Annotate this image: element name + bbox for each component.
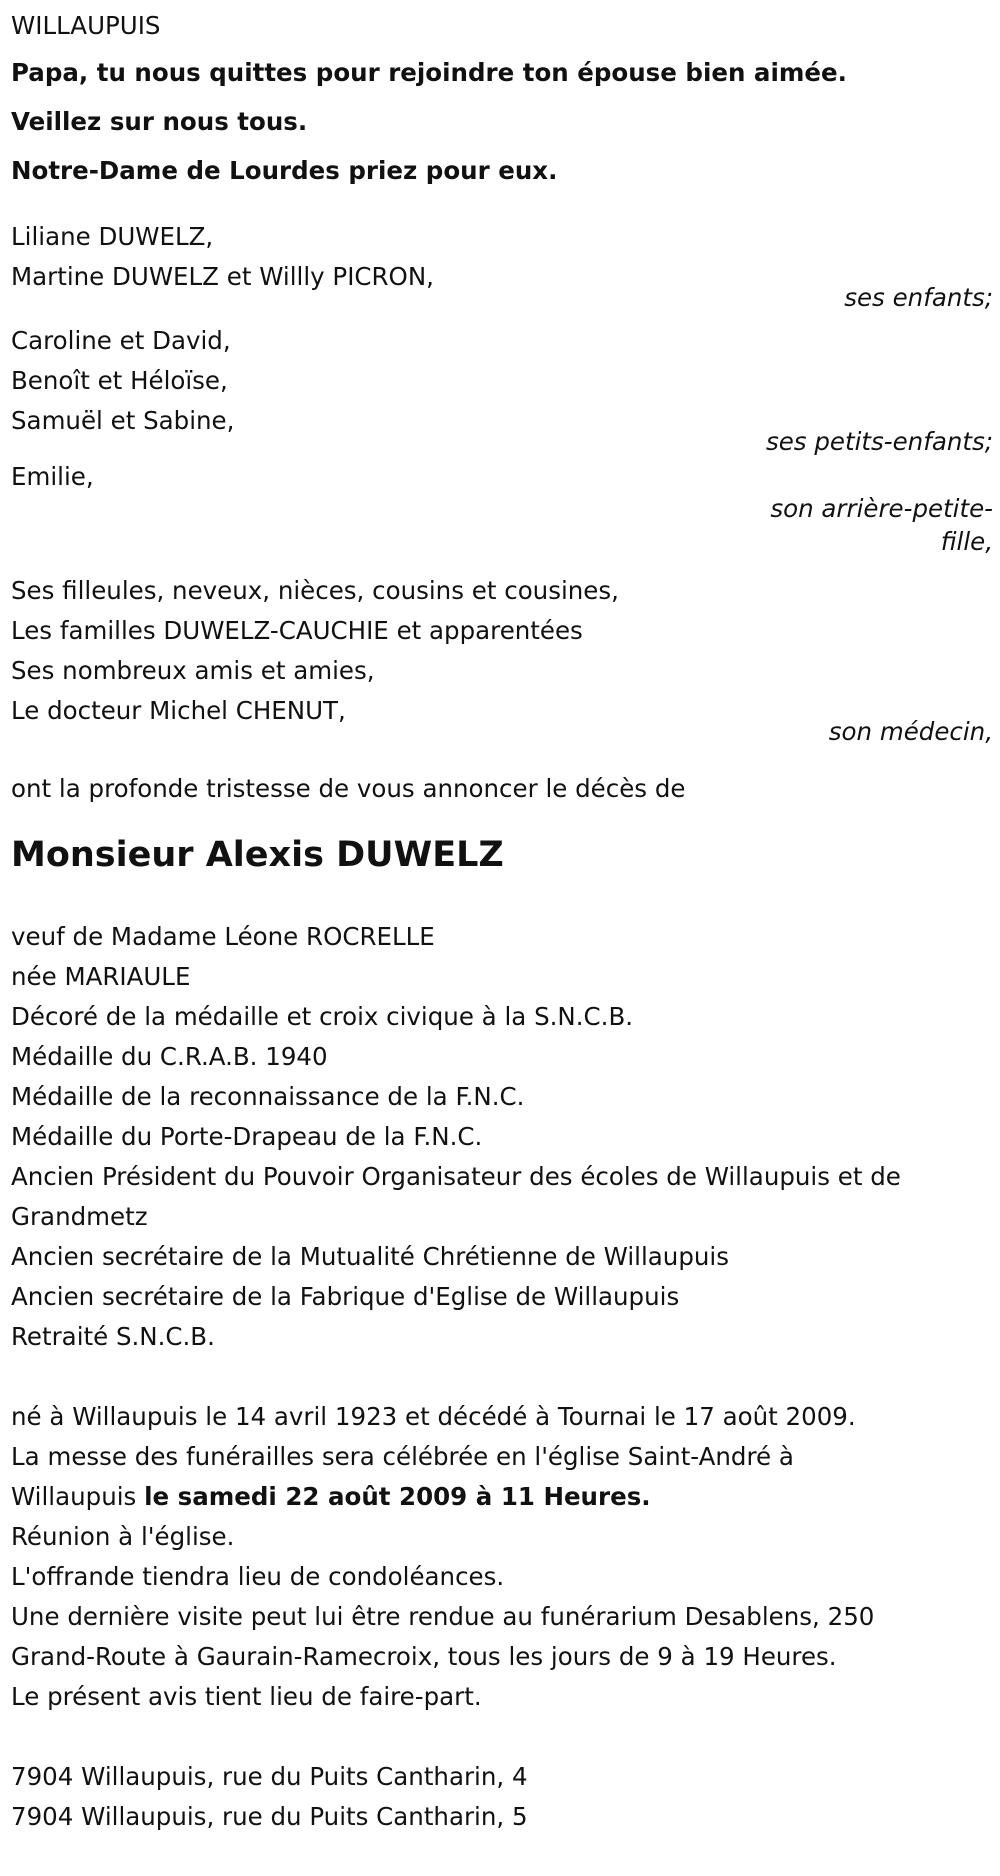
- detail-line: Retraité S.N.C.B.: [11, 1322, 215, 1351]
- relation-label: fille,: [940, 527, 993, 556]
- family-member: Ses nombreux amis et amies,: [11, 656, 375, 685]
- family-member: Ses filleules, neveux, nièces, cousins et cousines,: [11, 576, 619, 605]
- detail-line: Médaille de la reconnaissance de la F.N.C.: [11, 1082, 525, 1111]
- mass-place: Willaupuis: [11, 1482, 145, 1511]
- family-member: Caroline et David,: [11, 326, 231, 355]
- family-member: Liliane DUWELZ,: [11, 222, 214, 251]
- grandchildren-group: [11, 321, 1000, 457]
- detail-line: Médaille du C.R.A.B. 1940: [11, 1042, 328, 1071]
- detail-line: Ancien secrétaire de la Mutualité Chrétienne de Willaupuis: [11, 1242, 729, 1271]
- visit-line: Grand-Route à Gaurain-Ramecroix, tous les jours de 9 à 19 Heures.: [11, 1642, 837, 1671]
- funeral-info: [11, 1397, 1000, 1717]
- address-line: 7904 Willaupuis, rue du Puits Cantharin, 4: [11, 1762, 528, 1791]
- family-member: Le docteur Michel CHENUT,: [11, 696, 346, 725]
- others-group: [11, 571, 1000, 747]
- family-member: Samuël et Sabine,: [11, 406, 235, 435]
- deceased-name: Monsieur Alexis DUWELZ: [11, 835, 504, 875]
- detail-line: Ancien Président du Pouvoir Organisateur des écoles de Willaupuis et de: [11, 1162, 901, 1191]
- meeting-line: Réunion à l'église.: [11, 1522, 235, 1551]
- offering-line: L'offrande tiendra lieu de condoléances.: [11, 1562, 505, 1591]
- mass-line: La messe des funérailles sera célébrée en l'église Saint-André à: [11, 1442, 794, 1471]
- intro-line: Papa, tu nous quittes pour rejoindre ton épouse bien aimée.: [11, 58, 847, 87]
- family-member: Martine DUWELZ et Willly PICRON,: [11, 262, 434, 291]
- announcement-text: ont la profonde tristesse de vous annoncer le décès de: [11, 774, 686, 803]
- detail-line: veuf de Madame Léone ROCRELLE: [11, 922, 435, 951]
- great-grandchild-group: [11, 457, 1000, 555]
- children-group: [11, 217, 1000, 313]
- birth-death-line: né à Willaupuis le 14 avril 1923 et décédé à Tournai le 17 août 2009.: [11, 1402, 856, 1431]
- intro-line: Veillez sur nous tous.: [11, 107, 308, 136]
- mass-line: [11, 1477, 1000, 1517]
- detail-line: Grandmetz: [11, 1202, 148, 1231]
- addresses: [11, 1757, 1000, 1837]
- mass-date: le samedi 22 août 2009 à 11 Heures.: [144, 1482, 651, 1511]
- visit-line: Une dernière visite peut lui être rendue au funérarium Desablens, 250: [11, 1602, 875, 1631]
- relation-label: son arrière-petite-: [770, 494, 993, 523]
- detail-line: Décoré de la médaille et croix civique à la S.N.C.B.: [11, 1002, 634, 1031]
- address-line: 7904 Willaupuis, rue du Puits Cantharin, 5: [11, 1802, 528, 1831]
- detail-line: Ancien secrétaire de la Fabrique d'Eglise de Willaupuis: [11, 1282, 680, 1311]
- notice-line: Le présent avis tient lieu de faire-part.: [11, 1682, 482, 1711]
- detail-line: née MARIAULE: [11, 962, 191, 991]
- deceased-details: [11, 917, 1000, 1357]
- relation-label: son médecin,: [828, 717, 993, 746]
- family-member: Emilie,: [11, 462, 94, 491]
- family-member: Benoît et Héloïse,: [11, 366, 228, 395]
- relation-label: ses enfants;: [844, 283, 993, 312]
- intro-line: Notre-Dame de Lourdes priez pour eux.: [11, 156, 558, 185]
- relation-label: ses petits-enfants;: [765, 427, 993, 456]
- place-name: WILLAUPUIS: [11, 11, 161, 40]
- family-member: Les familles DUWELZ-CAUCHIE et apparentées: [11, 616, 583, 645]
- detail-line: Médaille du Porte-Drapeau de la F.N.C.: [11, 1122, 483, 1151]
